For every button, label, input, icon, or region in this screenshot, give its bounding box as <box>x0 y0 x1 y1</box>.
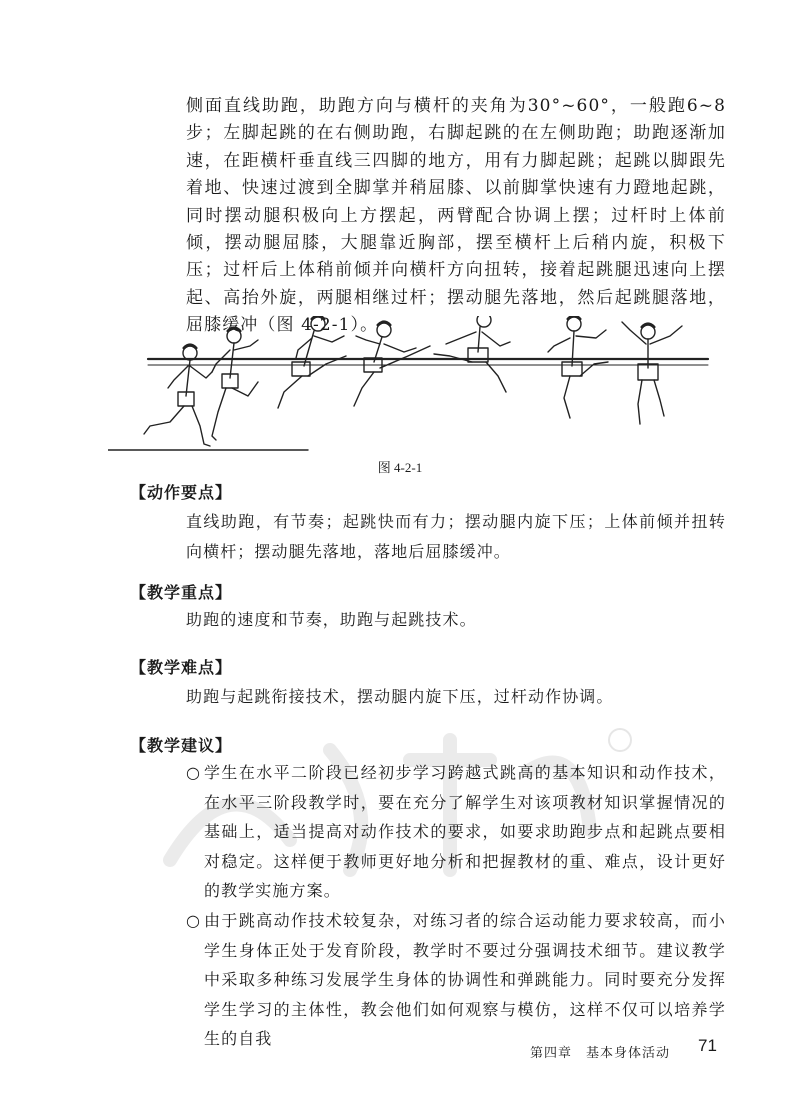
high-jump-sequence-figure <box>108 316 748 456</box>
suggestion-item-2 <box>186 906 726 1054</box>
jumper-figure-1 <box>144 345 212 446</box>
suggestion-item-1 <box>186 758 726 906</box>
jumper-figure-2 <box>212 328 258 440</box>
suggestion-item-2-text: 由于跳高动作技术较复杂，对练习者的综合运动能力要求较高，而小学生身体正处于发育阶段，教学时不要过分强调技术细节。建议教学中采取多种练习发展学生身体的协调性和弹跳能力。同时要充分发挥学生学习的主体性，教会他们如何观察与模仿，这样不仅可以培养学生的自我 <box>204 911 726 1048</box>
action-points-heading: 【动作要点】 <box>130 483 233 502</box>
teaching-difficulty-heading: 【教学难点】 <box>130 658 233 677</box>
teaching-focus-heading: 【教学重点】 <box>130 583 233 602</box>
page-number: 71 <box>698 1036 717 1055</box>
teaching-suggestions-heading: 【教学建议】 <box>130 736 233 755</box>
figure-caption: 图 4-2-1 <box>377 460 423 475</box>
teaching-difficulty-body: 助跑与起跳衔接技术，摆动腿内旋下压，过杆动作协调。 <box>186 687 614 706</box>
suggestion-item-1-text: 学生在水平二阶段已经初步学习跨越式跳高的基本知识和动作技术，在水平三阶段教学时，要在充分了解学生对该项教材知识掌握情况的基础上，适当提高对动作技术的要求，如要求助跑步点和起跳点要相对稳定。这样便于教师更好地分析和把握教材的重、难点，设计更好的教学实施方案。 <box>204 763 726 900</box>
bullet-circle-icon: ○ <box>186 763 202 782</box>
page-footer <box>530 1036 750 1066</box>
bullet-circle-icon: ○ <box>186 911 202 930</box>
intro-paragraph: 侧面直线助跑，助跑方向与横杆的夹角为30°~60°，一般跑6~8步；左脚起跳的在右侧助跑，右脚起跳的在左侧助跑；助跑逐渐加速，在距横杆垂直线三四脚的地方，用有力脚起跳；起跳以脚跟先着地、快速过渡到全脚掌并稍屈膝、以前脚掌快速有力蹬地起跳，同时摆动腿积极向上方摆起，两臂配合协调上摆；过杆时上体前倾，摆动腿屈膝，大腿靠近胸部，摆至横杆上后稍内旋，积极下压；过杆后上体稍前倾并向横杆方向扭转，接着起跳腿迅速向上摆起、高抬外旋，两腿相继过杆；摆动腿先落地，然后起跳腿落地，屈膝缓冲（图 4-2-1）。 <box>186 96 726 336</box>
jumper-figure-4 <box>354 322 430 406</box>
action-points-body: 直线助跑，有节奏；起跳快而有力；摆动腿内旋下压；上体前倾并扭转向横杆；摆动腿先落地，落地后屈膝缓冲。 <box>186 512 726 561</box>
jumper-figure-5 <box>434 316 510 392</box>
jumper-figure-6 <box>548 316 608 418</box>
chapter-title: 第四章 基本身体活动 <box>530 1046 671 1061</box>
jumper-figure-3 <box>278 316 346 408</box>
teaching-focus-body: 助跑的速度和节奏，助跑与起跳技术。 <box>186 610 477 629</box>
jumper-figure-7 <box>622 322 682 424</box>
